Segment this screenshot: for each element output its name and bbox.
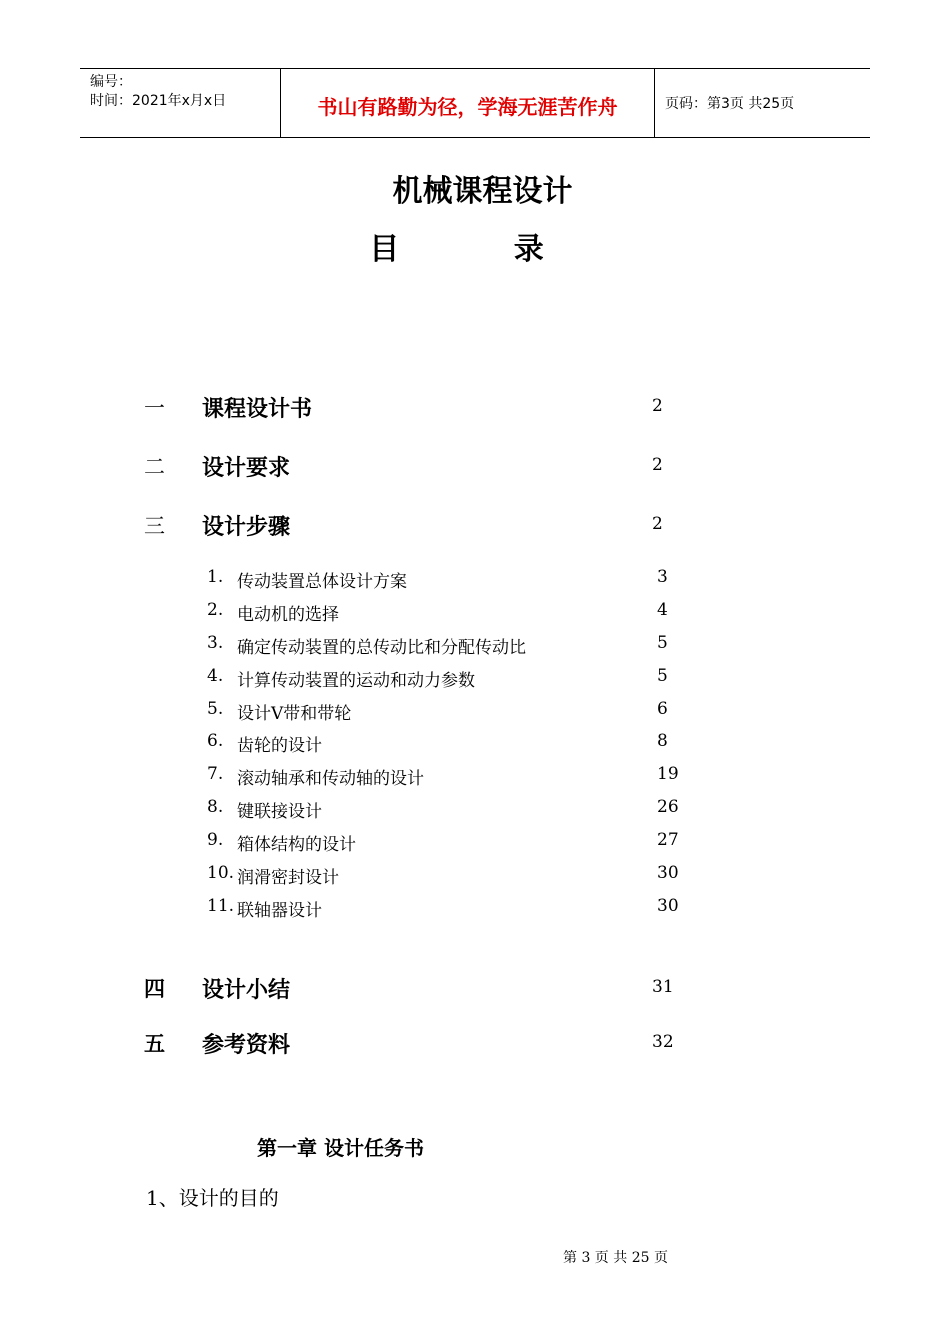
toc-subitem-page: 5: [657, 633, 668, 653]
toc-subitem-number: 2.: [207, 600, 224, 620]
toc-section-label: 课程设计书: [202, 397, 313, 422]
chapter-heading: 第一章 设计任务书: [257, 1136, 424, 1160]
toc-subitem-label: 计算传动装置的运动和动力参数: [237, 671, 475, 691]
toc-subitem: [0, 764, 950, 788]
toc-subitem: [0, 863, 950, 887]
toc-subitem-number: 9.: [207, 830, 224, 850]
toc-section-label: 设计小结: [202, 978, 291, 1003]
toc-subitem-page: 8: [657, 731, 668, 751]
toc-heading: 目 录: [369, 232, 596, 267]
toc-subitem-label: 联轴器设计: [237, 901, 322, 921]
toc-subitem-page: 3: [657, 567, 668, 587]
toc-subitem: [0, 666, 950, 690]
toc-subitem: [0, 699, 950, 723]
header-motto: 书山有路勤为径，学海无涯苦作舟: [281, 69, 655, 137]
page-footer: 第 3 页 共 25 页: [563, 1250, 668, 1266]
toc-subitem-number: 7.: [207, 764, 224, 784]
toc-section: [0, 510, 950, 540]
toc-subitem: [0, 896, 950, 920]
toc-subitem-label: 电动机的选择: [237, 605, 339, 625]
toc-section-page: 2: [652, 514, 663, 534]
toc-subitem-page: 19: [657, 764, 679, 784]
header-meta: [80, 69, 281, 137]
toc-section: [0, 973, 950, 1003]
document-title: 机械课程设计: [392, 174, 573, 209]
toc-subitem-page: 30: [657, 896, 679, 916]
toc-subitem-number: 3.: [207, 633, 224, 653]
toc-subitem-label: 确定传动装置的总传动比和分配传动比: [237, 638, 526, 658]
toc-subitem-label: 箱体结构的设计: [237, 835, 356, 855]
toc-subitem: [0, 830, 950, 854]
toc-subitem-number: 11.: [207, 896, 235, 916]
toc-section-page: 32: [652, 1032, 674, 1052]
toc-subitem: [0, 797, 950, 821]
toc-subitem-page: 5: [657, 666, 668, 686]
toc-section-number: 五: [144, 1031, 165, 1056]
section-heading: 1、设计的目的: [146, 1186, 279, 1210]
toc-subitem-label: 滚动轴承和传动轴的设计: [237, 769, 424, 789]
toc-section-label: 参考资料: [202, 1033, 291, 1058]
header-time-label: 时间：2021年x月x日: [90, 93, 227, 109]
toc-section-number: 四: [144, 976, 165, 1001]
toc-subitem-label: 润滑密封设计: [237, 868, 339, 888]
toc-section-number: 二: [144, 455, 165, 479]
toc-subitem-label: 齿轮的设计: [237, 736, 322, 756]
toc-subitem: [0, 731, 950, 755]
toc-subitem-label: 设计V带和带轮: [237, 704, 352, 724]
toc-section: [0, 1028, 950, 1058]
toc-subitem-page: 27: [657, 830, 679, 850]
toc-subitem-number: 5.: [207, 699, 224, 719]
toc-section-page: 2: [652, 455, 663, 475]
toc-section: [0, 392, 950, 422]
toc-subitem-page: 26: [657, 797, 679, 817]
toc-subitem: [0, 600, 950, 624]
page-header: [80, 68, 870, 138]
toc-subitem-number: 4.: [207, 666, 224, 686]
toc-subitem: [0, 567, 950, 591]
toc-subitem-number: 1.: [207, 567, 224, 587]
toc-subitem-label: 键联接设计: [237, 802, 322, 822]
toc-section-number: 一: [144, 396, 165, 420]
toc-subitem-number: 8.: [207, 797, 224, 817]
toc-section: [0, 451, 950, 481]
header-number-label: 编号：: [90, 74, 132, 90]
toc-subitem: [0, 633, 950, 657]
toc-section-page: 2: [652, 396, 663, 416]
toc-subitem-number: 6.: [207, 731, 224, 751]
toc-subitem-page: 6: [657, 699, 668, 719]
toc-section-label: 设计步骤: [202, 515, 291, 540]
toc-subitem-number: 10.: [207, 863, 235, 883]
toc-subitem-page: 4: [657, 600, 668, 620]
header-page-info: 页码：第3页 共25页: [665, 96, 795, 112]
toc-subitem-label: 传动装置总体设计方案: [237, 572, 407, 592]
toc-section-label: 设计要求: [202, 456, 291, 481]
toc-section-page: 31: [652, 977, 674, 997]
toc-section-number: 三: [144, 514, 165, 538]
toc-subitem-page: 30: [657, 863, 679, 883]
